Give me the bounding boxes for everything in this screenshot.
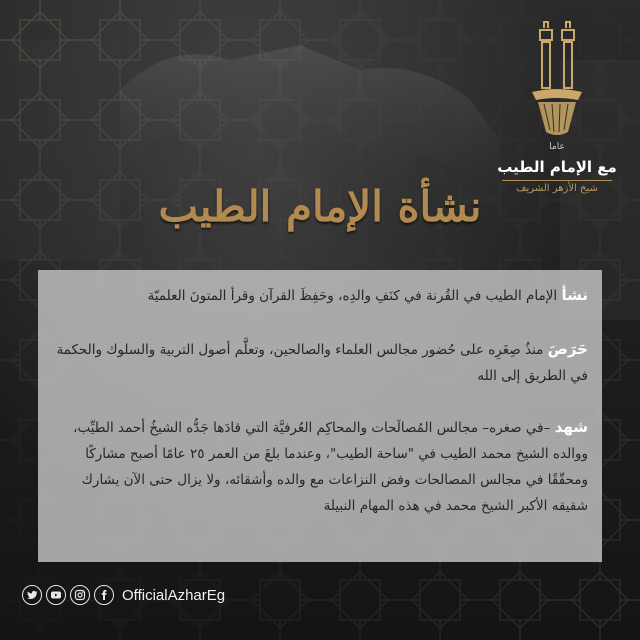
facebook-icon[interactable] xyxy=(94,585,114,605)
paragraph-1-keyword: نشأ xyxy=(561,286,588,304)
paragraph-3 xyxy=(52,414,588,519)
youtube-icon[interactable] xyxy=(46,585,66,605)
twitter-icon[interactable] xyxy=(22,585,42,605)
logo-title: مع الإمام الطيب xyxy=(497,158,617,176)
paragraph-1 xyxy=(52,282,588,309)
content-box xyxy=(38,270,602,562)
logo-years-label: عاما xyxy=(549,142,565,152)
minaret-logo-icon xyxy=(522,20,592,140)
paragraph-2-keyword: حَرَصَ xyxy=(547,340,588,358)
paragraph-3-text: –في صغره– مجالس المُصالَحات والمحاكِم العُرفيَّة التي قادَها جَدُّه الشيخُ أحمد الطيِّب، ووالده الشيخ محمد الطيب في "ساحة الطيب"، وعندما بلغَ من العمر ٢٥ عامًا أصبح مشاركًا ومحقّقًا في مجالس المصالحات وفض النزاعات مع والده وأشقائه، ولا يزال حتى الآن يشارك شقيقه الأكبر الشيخ محمد في هذه المهام النبيلة xyxy=(73,420,588,514)
paragraph-2-text: منذُ صِغَرِه على حُضور مجالس العلماء والصالحين، وتعلَّم أصول التربية والسلوك والحكمة في الطريق إلى الله xyxy=(56,342,588,384)
page-title: نشأة الإمام الطيب xyxy=(158,182,482,231)
paragraph-3-keyword: شهد xyxy=(554,418,588,436)
logo-divider xyxy=(502,180,612,181)
social-handle[interactable]: OfficialAzharEg xyxy=(122,586,226,604)
instagram-icon[interactable] xyxy=(70,585,90,605)
paragraph-1-text: الإمام الطيب في القُرنة في كنَفِ والدِه، وحَفِظَ القرآن وقرأ المتونَ العلميّة xyxy=(147,288,562,304)
paragraph-2 xyxy=(52,336,588,389)
logo-subtitle: شيخ الأزهر الشريف xyxy=(516,183,598,194)
logo xyxy=(488,20,626,200)
social-footer xyxy=(22,582,225,608)
